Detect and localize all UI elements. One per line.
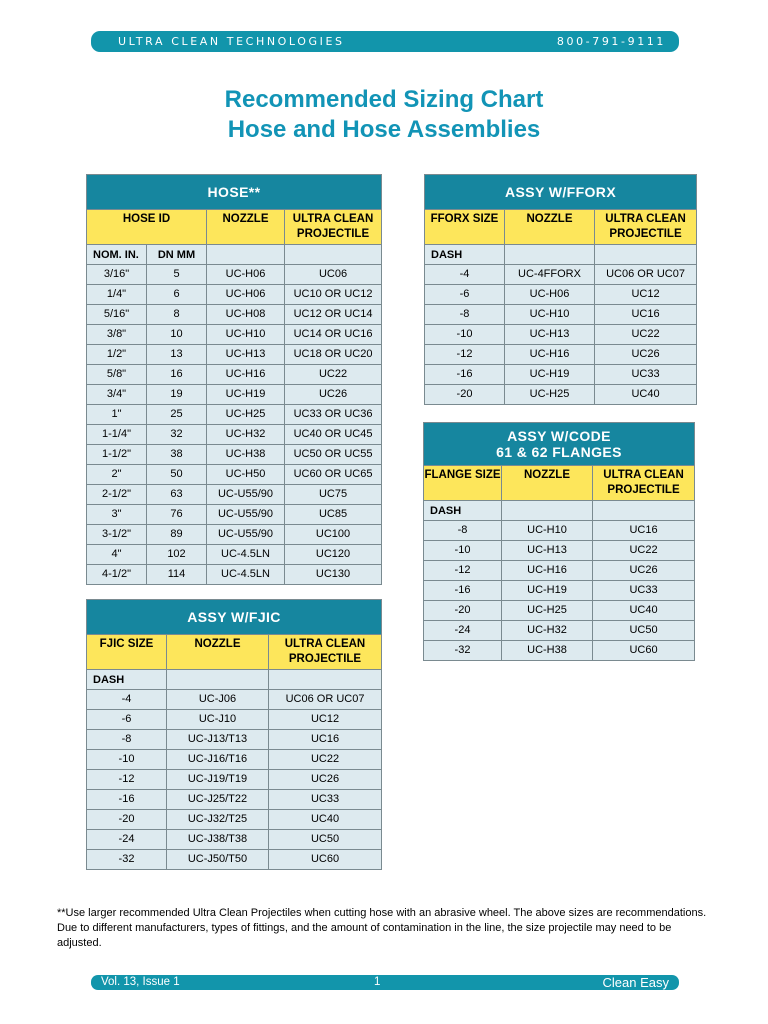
table-cell: UC-4.5LN: [207, 545, 285, 565]
table-cell: UC50: [269, 830, 382, 850]
subheader-cell: DN MM: [147, 245, 207, 265]
table-cell: UC-H13: [207, 345, 285, 365]
table-cell: UC-H06: [207, 285, 285, 305]
table-cell: 16: [147, 365, 207, 385]
table-cell: -6: [87, 710, 167, 730]
table-row: [87, 405, 382, 425]
table-row: [87, 465, 382, 485]
table-cell: UC-H10: [505, 305, 595, 325]
table-cell: UC26: [595, 345, 697, 365]
table-row: [424, 601, 695, 621]
table-cell: UC22: [595, 325, 697, 345]
table-row: [87, 325, 382, 345]
table-cell: UC40 OR UC45: [285, 425, 382, 445]
table-cell: UC-H38: [207, 445, 285, 465]
table-cell: UC-H16: [502, 561, 593, 581]
table-cell: UC22: [269, 750, 382, 770]
table-cell: 2": [87, 465, 147, 485]
fforx-table: [424, 174, 697, 405]
column-header: ULTRA CLEAN PROJECTILE: [595, 210, 697, 245]
table-cell: 32: [147, 425, 207, 445]
table-cell: 1": [87, 405, 147, 425]
column-header: FLANGE SIZE: [424, 466, 502, 501]
empty-cell: [505, 245, 595, 265]
table-cell: UC75: [285, 485, 382, 505]
table-cell: UC-H13: [505, 325, 595, 345]
table-cell: UC-U55/90: [207, 485, 285, 505]
table-cell: 114: [147, 565, 207, 585]
table-cell: UC-H50: [207, 465, 285, 485]
table-cell: 102: [147, 545, 207, 565]
table-cell: UC-J06: [167, 690, 269, 710]
table-row: [425, 365, 697, 385]
column-header: [87, 210, 207, 245]
table-cell: UC40: [593, 601, 695, 621]
table-cell: UC-H10: [207, 325, 285, 345]
table-row: [87, 345, 382, 365]
table-cell: UC14 OR UC16: [285, 325, 382, 345]
table-cell: UC33 OR UC36: [285, 405, 382, 425]
table-cell: 38: [147, 445, 207, 465]
table-row: [425, 385, 697, 405]
table-cell: 1/4": [87, 285, 147, 305]
table-row: [425, 345, 697, 365]
table-cell: -6: [425, 285, 505, 305]
table-cell: -12: [425, 345, 505, 365]
table-cell: UC-J50/T50: [167, 850, 269, 870]
table-row: [87, 850, 382, 870]
table-cell: UC50: [593, 621, 695, 641]
table-cell: 3": [87, 505, 147, 525]
empty-cell: [595, 245, 697, 265]
table-cell: -24: [87, 830, 167, 850]
table-cell: UC120: [285, 545, 382, 565]
table-row: [425, 325, 697, 345]
fjic-table: [86, 599, 382, 870]
table-cell: UC33: [593, 581, 695, 601]
table-cell: UC-H13: [502, 541, 593, 561]
table-cell: 5: [147, 265, 207, 285]
table-cell: UC-J32/T25: [167, 810, 269, 830]
table-cell: -16: [87, 790, 167, 810]
table-cell: UC22: [593, 541, 695, 561]
table-row: [87, 365, 382, 385]
table-cell: -8: [425, 305, 505, 325]
table-heading-line: ASSY W/CODE: [507, 428, 611, 444]
table-cell: -32: [424, 641, 502, 661]
table-cell: UC-4FFORX: [505, 265, 595, 285]
table-cell: UC06 OR UC07: [595, 265, 697, 285]
table-row: [87, 565, 382, 585]
table-cell: -20: [87, 810, 167, 830]
column-header: NOZZLE: [207, 210, 285, 245]
table-cell: -24: [424, 621, 502, 641]
table-cell: -20: [425, 385, 505, 405]
table-cell: -32: [87, 850, 167, 870]
table-row: [425, 265, 697, 285]
table-row: [424, 581, 695, 601]
table-cell: UC06: [285, 265, 382, 285]
table-cell: -8: [87, 730, 167, 750]
table-cell: UC-H06: [207, 265, 285, 285]
table-cell: -8: [424, 521, 502, 541]
table-cell: UC16: [269, 730, 382, 750]
column-header: ULTRA CLEAN PROJECTILE: [285, 210, 382, 245]
empty-cell: [502, 501, 593, 521]
table-row: [87, 425, 382, 445]
table-cell: UC-U55/90: [207, 525, 285, 545]
column-header: FFORX SIZE: [425, 210, 505, 245]
table-cell: UC50 OR UC55: [285, 445, 382, 465]
column-header: ULTRA CLEAN PROJECTILE: [269, 635, 382, 670]
table-cell: UC-H08: [207, 305, 285, 325]
table-cell: UC-H16: [505, 345, 595, 365]
table-cell: UC-H19: [502, 581, 593, 601]
table-cell: UC33: [269, 790, 382, 810]
table-cell: UC10 OR UC12: [285, 285, 382, 305]
table-cell: -10: [87, 750, 167, 770]
table-cell: UC-H25: [502, 601, 593, 621]
table-row: [424, 561, 695, 581]
empty-cell: [269, 670, 382, 690]
table-row: [87, 690, 382, 710]
table-cell: 5/16": [87, 305, 147, 325]
table-row: [425, 285, 697, 305]
table-row: [424, 521, 695, 541]
table-cell: UC-H16: [207, 365, 285, 385]
table-cell: UC16: [595, 305, 697, 325]
table-cell: -10: [425, 325, 505, 345]
table-cell: UC12: [595, 285, 697, 305]
table-row: [87, 305, 382, 325]
table-cell: -4: [87, 690, 167, 710]
table-cell: UC26: [285, 385, 382, 405]
table-cell: -20: [424, 601, 502, 621]
column-header: NOZZLE: [505, 210, 595, 245]
table-cell: UC26: [269, 770, 382, 790]
empty-cell: [207, 245, 285, 265]
table-cell: -4: [425, 265, 505, 285]
table-heading: ASSY W/FJIC: [87, 600, 382, 635]
table-cell: UC-H19: [505, 365, 595, 385]
table-cell: UC16: [593, 521, 695, 541]
page-number: 1: [374, 976, 381, 988]
table-row: [87, 730, 382, 750]
table-cell: 8: [147, 305, 207, 325]
table-cell: UC-4.5LN: [207, 565, 285, 585]
header-bar: [91, 31, 679, 52]
column-header: ULTRA CLEAN PROJECTILE: [593, 466, 695, 501]
column-header-text: HOSE ID: [122, 213, 171, 225]
table-row: [87, 385, 382, 405]
table-cell: 89: [147, 525, 207, 545]
table-cell: -12: [424, 561, 502, 581]
table-cell: UC12: [269, 710, 382, 730]
table-cell: UC18 OR UC20: [285, 345, 382, 365]
footer-bar: [91, 975, 679, 990]
column-header: NOZZLE: [502, 466, 593, 501]
table-row: [424, 541, 695, 561]
table-row: [87, 830, 382, 850]
table-cell: 1-1/4": [87, 425, 147, 445]
empty-cell: [593, 501, 695, 521]
table-cell: UC-H10: [502, 521, 593, 541]
table-cell: UC-H32: [207, 425, 285, 445]
table-cell: UC22: [285, 365, 382, 385]
table-row: [87, 525, 382, 545]
page-subtitle: Hose and Hose Assemblies: [227, 116, 541, 143]
table-cell: -16: [424, 581, 502, 601]
table-cell: -12: [87, 770, 167, 790]
table-row: [87, 810, 382, 830]
empty-cell: [285, 245, 382, 265]
table-cell: UC40: [269, 810, 382, 830]
table-cell: UC40: [595, 385, 697, 405]
table-heading: [424, 423, 695, 466]
table-cell: 50: [147, 465, 207, 485]
table-row: [87, 505, 382, 525]
subheader-cell: DASH: [424, 501, 502, 521]
table-cell: UC-H19: [207, 385, 285, 405]
table-cell: 2-1/2": [87, 485, 147, 505]
subheader-cell: DASH: [425, 245, 505, 265]
table-cell: 76: [147, 505, 207, 525]
table-cell: -10: [424, 541, 502, 561]
table-heading: HOSE**: [87, 175, 382, 210]
table-cell: UC26: [593, 561, 695, 581]
table-cell: 4": [87, 545, 147, 565]
column-header: FJIC SIZE: [87, 635, 167, 670]
table-cell: UC-J10: [167, 710, 269, 730]
table-row: [87, 770, 382, 790]
table-cell: UC06 OR UC07: [269, 690, 382, 710]
table-cell: 3/16": [87, 265, 147, 285]
table-cell: 10: [147, 325, 207, 345]
empty-cell: [167, 670, 269, 690]
page-title: Recommended Sizing Chart: [224, 86, 544, 113]
table-cell: 1/2": [87, 345, 147, 365]
table-row: [87, 750, 382, 770]
table-cell: 5/8": [87, 365, 147, 385]
table-cell: 3/4": [87, 385, 147, 405]
table-cell: UC60 OR UC65: [285, 465, 382, 485]
subheader-cell: NOM. IN.: [87, 245, 147, 265]
table-cell: 63: [147, 485, 207, 505]
table-cell: UC-J13/T13: [167, 730, 269, 750]
subheader-cell: DASH: [87, 670, 167, 690]
table-row: [87, 265, 382, 285]
hose-table: [86, 174, 382, 585]
table-cell: UC-J16/T16: [167, 750, 269, 770]
table-cell: 19: [147, 385, 207, 405]
table-cell: 25: [147, 405, 207, 425]
table-cell: UC-J19/T19: [167, 770, 269, 790]
table-cell: -16: [425, 365, 505, 385]
table-cell: 4-1/2": [87, 565, 147, 585]
table-cell: 6: [147, 285, 207, 305]
table-row: [87, 545, 382, 565]
table-row: [424, 641, 695, 661]
phone-number: 800-791-9111: [556, 35, 666, 48]
table-row: [87, 485, 382, 505]
table-cell: UC-J25/T22: [167, 790, 269, 810]
table-heading-line: 61 & 62 FLANGES: [496, 444, 622, 460]
code-flange-table: [423, 422, 695, 661]
table-cell: UC-H38: [502, 641, 593, 661]
table-cell: 13: [147, 345, 207, 365]
table-cell: UC-H25: [207, 405, 285, 425]
table-cell: UC60: [593, 641, 695, 661]
table-cell: UC-H06: [505, 285, 595, 305]
table-cell: UC-U55/90: [207, 505, 285, 525]
table-cell: UC-J38/T38: [167, 830, 269, 850]
table-row: [87, 445, 382, 465]
volume-issue: Vol. 13, Issue 1: [101, 976, 180, 988]
table-cell: 3/8": [87, 325, 147, 345]
table-row: [87, 710, 382, 730]
table-cell: UC130: [285, 565, 382, 585]
table-row: [87, 285, 382, 305]
table-row: [424, 621, 695, 641]
table-cell: UC-H25: [505, 385, 595, 405]
table-cell: UC12 OR UC14: [285, 305, 382, 325]
table-cell: UC33: [595, 365, 697, 385]
tagline: Clean Easy: [602, 975, 669, 990]
table-row: [425, 305, 697, 325]
company-name: ULTRA CLEAN TECHNOLOGIES: [118, 35, 345, 48]
table-cell: UC-H32: [502, 621, 593, 641]
table-row: [87, 790, 382, 810]
footnote: **Use larger recommended Ultra Clean Projectiles when cutting hose with an abrasive wheel. The above sizes are recommendations. Due to different manufacturers, types of fittings, and the amount of contamination in the line, the size projectile may need to be adjusted.: [57, 907, 707, 949]
table-cell: UC60: [269, 850, 382, 870]
table-cell: 1-1/2": [87, 445, 147, 465]
table-heading: ASSY W/FFORX: [425, 175, 697, 210]
table-cell: UC85: [285, 505, 382, 525]
table-cell: 3-1/2": [87, 525, 147, 545]
table-cell: UC100: [285, 525, 382, 545]
column-header: NOZZLE: [167, 635, 269, 670]
